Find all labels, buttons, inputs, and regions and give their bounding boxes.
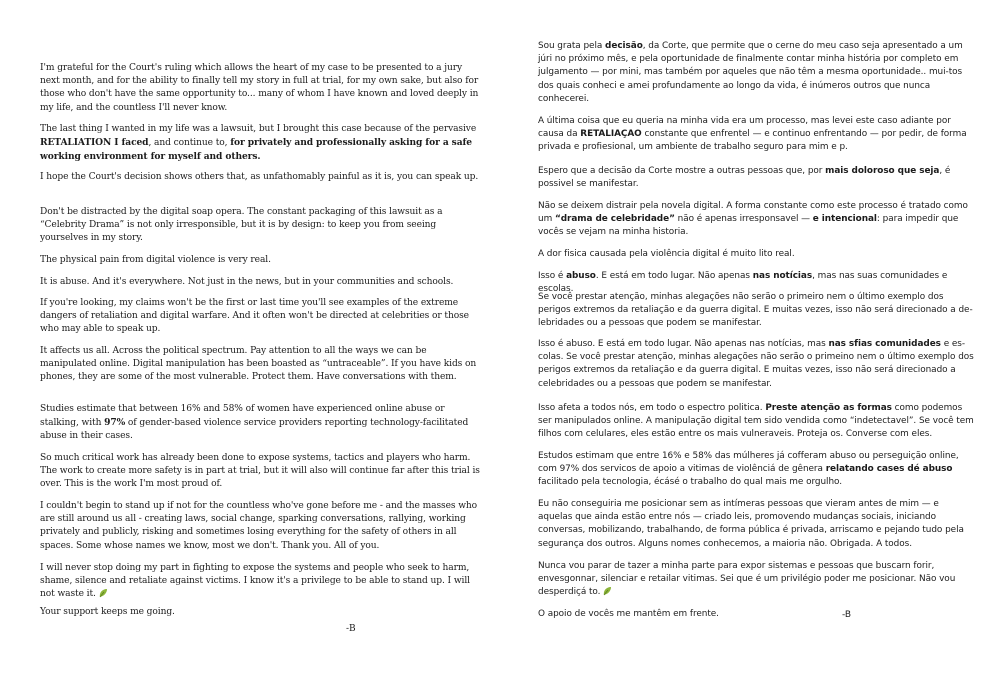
pt-paragraph-6: Isso é abuso. E está em todo lugar. Não apenas nas notícias, mas nas suas comunidades e escolas. bbox=[538, 271, 948, 295]
pt-emphasis-comunidades: nas sfias comunidades bbox=[828, 339, 941, 349]
en-paragraph-10: So much critical work has already been done to expose systems, tactics and players who harm. The work to create more safety is in part at trial, but it will also will continue far after this trial is over. This is the work I'm most proud of. bbox=[40, 453, 480, 490]
pt-paragraph-3: Espero que a decisão da Corte mostre a outras pessoas que, por mais doloroso que seja, é possivel se manifestar. bbox=[538, 166, 951, 190]
en-paragraph-11: I couldn't begin to stand up if not for the countless who've gone before me - and the masses who are still around us all - creating laws, social change, sparking conversations, rallying, working privately and publicly, risking and sometimes losing everything for the safety of others in all spaces. Some whose names we know, most we don't. Thank you. All of you. bbox=[40, 501, 478, 551]
en-emphasis-safe-workplace: for privately and professionally asking for a safe working environment for myself and others. bbox=[40, 137, 472, 163]
pt-paragraph-13: O apoio de vocês me mantêm em frente. bbox=[538, 609, 719, 619]
en-paragraph-8: It affects us all. Across the political spectrum. Pay attention to all the ways we can be manipulated online. Digital manipulation has been boasted as “untraceable”. If you have kids on phones, they are some of the most vulnerable. Protect them. Have conversations with them. bbox=[40, 346, 477, 383]
en-signature: -B bbox=[346, 624, 356, 634]
pt-emphasis-decisao: decisão bbox=[605, 41, 643, 51]
en-emphasis-retaliation: RETALIATION I faced bbox=[40, 137, 149, 149]
pt-paragraph-10: Estudos estimam que entre 16% e 58% das múlheres já cofferam abuso ou perseguição online, com 97% dos servicos de apoio a vitimas de violênciá de gênera relatando cases dé abuso facilitado pela tecnologia, écásé o trabalho do qual mais me orgulho. bbox=[538, 451, 959, 488]
leaf-icon bbox=[98, 588, 108, 603]
en-paragraph-12: I will never stop doing my part in fighting to expose the systems and people who seek to harm, shame, silence and retaliate against victims. I know it's a privilege to be able to stand up. I will not waste it. bbox=[40, 562, 482, 604]
en-paragraph-3: I hope the Court's decision shows others that, as unfathomably painful as it is, you can speak up. bbox=[40, 172, 479, 182]
pt-emphasis-preste-atencao: Preste atenção as formas bbox=[765, 403, 892, 413]
pt-paragraph-9: Isso afeta a todos nós, em todo o espectro politica. Preste atenção as formas como podemos ser manipulados online. A manipulação digital tem sido vendida como “indetectavel”. Se você tem filhos com celulares, eles estão entre os mais vulneraveis. Proteja os. Converse com eles. bbox=[538, 403, 974, 440]
pt-paragraph-1: Sou grata pela decisão, da Corte, que permite que o cerne do meu caso seja apresentado a um júri no próximo mês, e pela oportunidade de finalmente contar minha história por completo em julgamento — por mini, mas também por aqueles que não têm a mesma oportunidade.. mui-tos dos quais conheci e amei profundamente ao longo da vida, é inúmeros outros que nunca conhecerei. bbox=[538, 41, 963, 104]
en-paragraph-4: Don't be distracted by the digital soap opera. The constant packaging of this lawsuit as a “Celebrity Drama” is not only irresponsible, but it is by design: to keep you from seeing yourselves in my story. bbox=[40, 207, 443, 244]
pt-emphasis-retaliacao: RETALIAÇAO bbox=[580, 129, 642, 140]
pt-paragraph-8: Isso é abuso. E está em todo lugar. Não apenas nas notícias, mas nas sfias comunidades e es-colas. Se você prestar atenção, minhas alegações não serão o primeino nem o último exemplo dos perigos extremos da retaliação e da guerra digital. E muitas vezes, isso não será direcionado a celebridades ou a pessoas que podem se manifestar. bbox=[538, 339, 974, 389]
en-paragraph-6: It is abuse. And it's everywhere. Not just in the news, but in your communities and schools. bbox=[40, 277, 454, 287]
pt-paragraph-4: Não se deixem distrair pela novela digital. A forma constante como este processo é tratado como um “drama de celebridade” não é apenas irresponsavel — e intencional: para impedir que vocês se vejam na minha historia. bbox=[538, 201, 968, 238]
pt-emphasis-intencional: e intencional bbox=[812, 214, 877, 225]
en-paragraph-13: Your support keeps me going. bbox=[40, 607, 175, 617]
pt-emphasis-abuso: abuso bbox=[566, 271, 596, 281]
pt-emphasis-relatando: relatando cases dé abuso bbox=[825, 464, 953, 475]
en-paragraph-1: I'm grateful for the Court's ruling which allows the heart of my case to be presented to a jury next month, and for the ability to finally tell my story in full at trial, for my own sake, but also for those who don't have the same opportunity to... many of whom I have known and loved deeply in my life, and the countless I'll never know. bbox=[40, 63, 479, 113]
pt-emphasis-drama: “drama de celebridade” bbox=[554, 214, 675, 225]
english-text-column bbox=[40, 0, 482, 679]
pt-emphasis-doloroso: mais doloroso que seja bbox=[825, 166, 940, 176]
pt-paragraph-2: A última coisa que eu queria na minha vida era um processo, mas levei este caso adiante por causa da RETALIAÇAO constante que enfrentel — e continuo enfrentando — por pedir, de forma privada e profiesional, um ambiente de trabalho seguro para mim e p. bbox=[538, 116, 967, 153]
en-paragraph-5: The physical pain from digital violence is very real. bbox=[40, 255, 271, 265]
pt-signature: -B bbox=[842, 610, 852, 620]
pt-emphasis-noticias: nas notícias bbox=[752, 271, 813, 281]
en-paragraph-2: The last thing I wanted in my life was a lawsuit, but I brought this case because of the pervasive RETALIATION I faced, and continue to, for privately and professionally asking for a safe working environment for myself and others. bbox=[40, 124, 477, 163]
leaf-icon bbox=[602, 586, 612, 601]
en-paragraph-7: If you're looking, my claims won't be the first or last time you'll see examples of the extreme dangers of retaliation and digital warfare. And it often won't be directed at celebrities or those who may able to speak up. bbox=[40, 298, 469, 335]
pt-paragraph-5: A dor fisica causada pela violência digital é muito lito real. bbox=[538, 249, 795, 259]
page-portuguese bbox=[500, 0, 1000, 679]
pt-paragraph-7: Se você prestar atenção, minhas alegações não serão o primeiro nem o último exemplo dos perigos extremos da retaliação e da guerra digital. E muitas vezes, isso não será direcionado a de-lebridades ou a pessoas que podem se manifestar. bbox=[538, 292, 973, 329]
en-emphasis-97-percent: 97% bbox=[104, 417, 126, 429]
portuguese-text-column bbox=[538, 0, 974, 679]
pt-paragraph-11: Eu não conseguiria me posicionar sem as intímeras pessoas que vieram antes de mim — e aquelas que ainda estão entre nós — criado leis, promovendo mudanças sociais, iniciando conversas, mobilizando, trabalhando, de forma pública é privada, arriscamo e pejando tudo pela segurança dos outros. Alguns nomes conhecemos, a maioria não. Obrigada. A todos. bbox=[538, 499, 964, 549]
en-paragraph-9: Studies estimate that between 16% and 58% of women have experienced online abuse or stalking, with 97% of gender-based violence service providers reporting technology-facilitated abuse in their cases. bbox=[40, 404, 469, 442]
pt-paragraph-12: Nunca vou parar de tazer a minha parte para expor sistemas e pessoas que buscarn forir, envesgonnar, silenciar e retailar vitimas. Sei que é um privilégio poder me posicionar. Não vou desperdiçá to. bbox=[538, 560, 974, 602]
